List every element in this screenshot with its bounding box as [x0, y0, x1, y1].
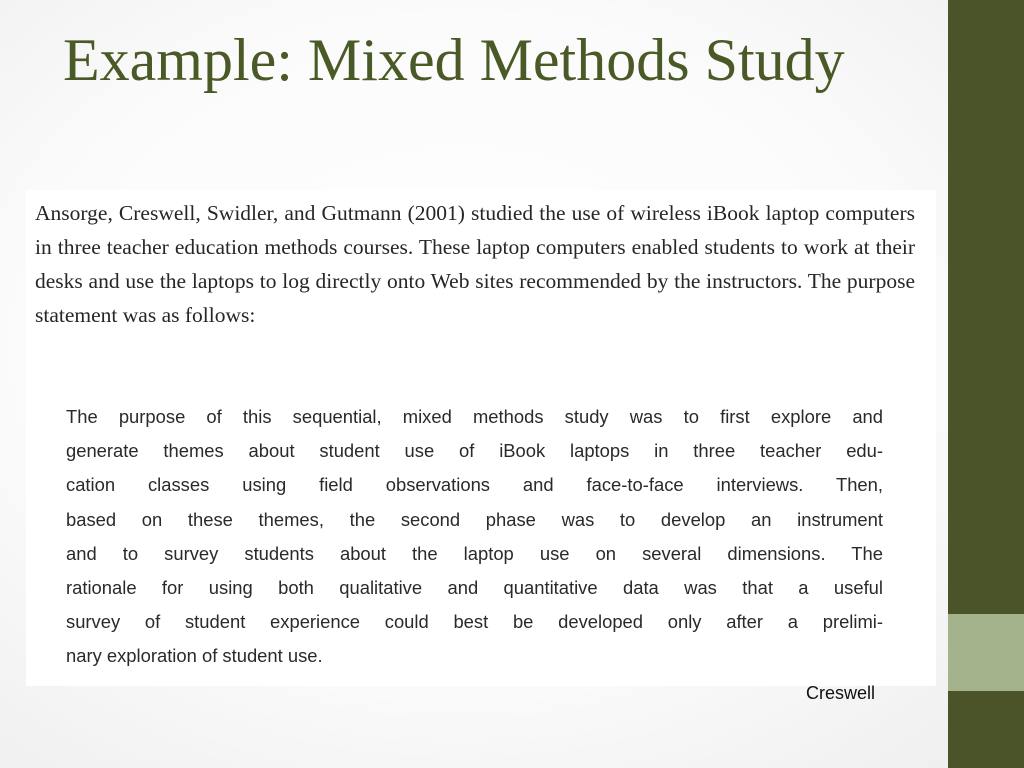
book-excerpt [26, 190, 936, 686]
excerpt-intro-paragraph: Ansorge, Creswell, Swidler, and Gutmann (2001) studied the use of wireless iBook laptop computers in three teacher education methods courses. These laptop computers enabled students to work at their desks and use the laptops to log directly onto Web sites recommended by the instructors. The purpose statement was as follows: [35, 201, 915, 327]
quote-line: The purpose of this sequential, mixed methods study was to first explore and [66, 406, 883, 427]
source-attribution: Creswell [806, 683, 876, 703]
decorative-sidebar-accent [948, 614, 1024, 691]
quote-line: and to survey students about the laptop use on several dimensions. The [66, 542, 883, 564]
quote-line: cation classes using field observations and face-to-face interviews. Then, [66, 474, 883, 496]
quote-line: generate themes about student use of iBook laptops in three teacher edu- [66, 440, 883, 462]
quote-line: based on these themes, the second phase was to develop an instrument [66, 508, 883, 530]
quote-line: nary exploration of student use. [66, 645, 323, 667]
quote-line: rationale for using both qualitative and quantitative data was that a useful [66, 577, 883, 599]
purpose-statement-quote [66, 400, 883, 674]
slide-title: Example: Mixed Methods Study [63, 27, 845, 93]
quote-line: survey of student experience could best be developed only after a prelimi- [66, 611, 883, 633]
